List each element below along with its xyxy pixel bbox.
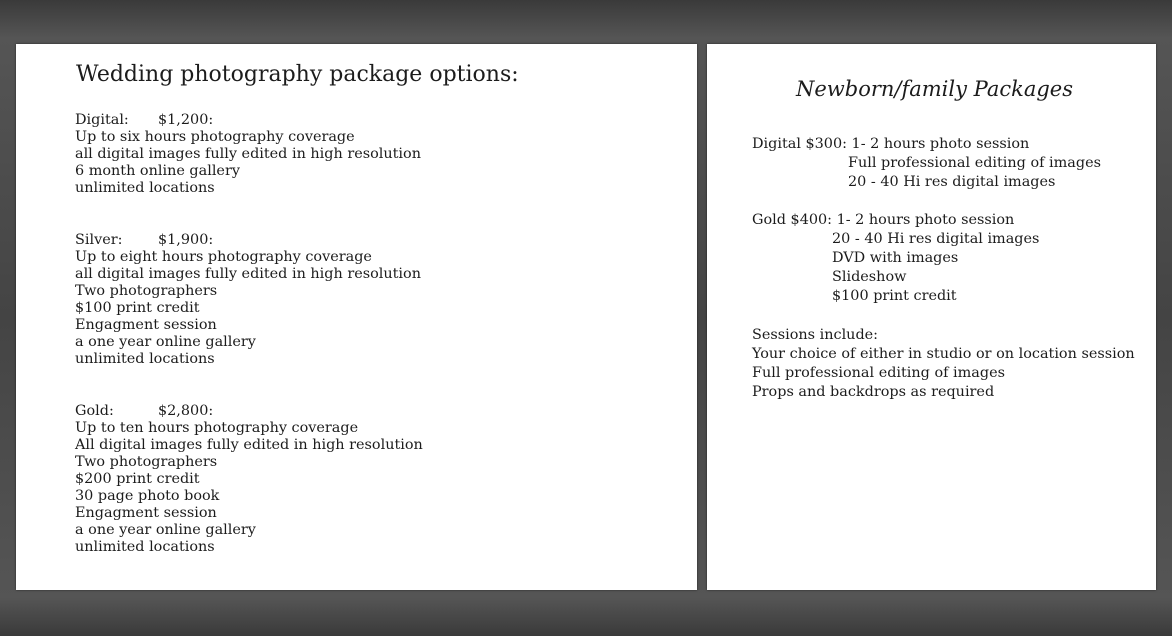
package-item: Two photographers — [75, 283, 218, 299]
package-header: Gold $400: 1- 2 hours photo session — [752, 212, 1015, 228]
package-header: Digital $300: 1- 2 hours photo session — [752, 136, 1030, 152]
package-item: unlimited locations — [75, 180, 215, 196]
package-item: Engagment session — [75, 317, 217, 333]
package-name: Digital: — [75, 112, 129, 128]
newborn-package-gold — [752, 211, 1039, 306]
package-item: Up to six hours photography coverage — [75, 129, 355, 145]
package-price: $1,900: — [158, 232, 214, 248]
package-header — [75, 232, 421, 249]
package-item: Up to ten hours photography coverage — [75, 420, 359, 436]
package-item: 30 page photo book — [75, 488, 220, 504]
package-item: $100 print credit — [832, 288, 957, 304]
package-item: DVD with images — [832, 250, 959, 266]
package-item: Up to eight hours photography coverage — [75, 249, 372, 265]
package-item: a one year online gallery — [75, 334, 256, 350]
package-item: all digital images fully edited in high resolution — [75, 146, 421, 162]
newborn-package-digital — [752, 135, 1101, 192]
package-item: unlimited locations — [75, 539, 215, 555]
package-header — [75, 403, 423, 420]
wedding-package-silver — [75, 232, 421, 368]
package-name: Gold: — [75, 403, 114, 419]
package-header — [75, 112, 421, 129]
package-item: Engagment session — [75, 505, 217, 521]
session-item: Your choice of either in studio or on location session — [752, 346, 1135, 362]
package-item: 20 - 40 Hi res digital images — [832, 231, 1040, 247]
package-item: Slideshow — [832, 269, 907, 285]
newborn-title: Newborn/family Packages — [795, 77, 1074, 101]
package-price: $2,800: — [158, 403, 214, 419]
newborn-packages-panel — [707, 44, 1156, 590]
session-item: Props and backdrops as required — [752, 384, 995, 400]
sessions-include — [752, 326, 1135, 402]
package-item: $100 print credit — [75, 300, 200, 316]
package-item: 6 month online gallery — [75, 163, 240, 179]
package-price: $1,200: — [158, 112, 214, 128]
package-item: Full professional editing of images — [848, 155, 1101, 171]
wedding-packages-panel — [16, 44, 697, 590]
wedding-title: Wedding photography package options: — [76, 62, 519, 87]
package-item: $200 print credit — [75, 471, 200, 487]
package-item: a one year online gallery — [75, 522, 256, 538]
wedding-package-digital — [75, 112, 421, 197]
wedding-package-gold — [75, 403, 423, 556]
package-item: All digital images fully edited in high resolution — [75, 437, 423, 453]
package-item: unlimited locations — [75, 351, 215, 367]
session-item: Full professional editing of images — [752, 365, 1005, 381]
package-item: Two photographers — [75, 454, 218, 470]
package-name: Silver: — [75, 232, 123, 248]
sessions-title: Sessions include: — [752, 327, 879, 343]
package-item: 20 - 40 Hi res digital images — [848, 174, 1056, 190]
package-item: all digital images fully edited in high resolution — [75, 266, 421, 282]
